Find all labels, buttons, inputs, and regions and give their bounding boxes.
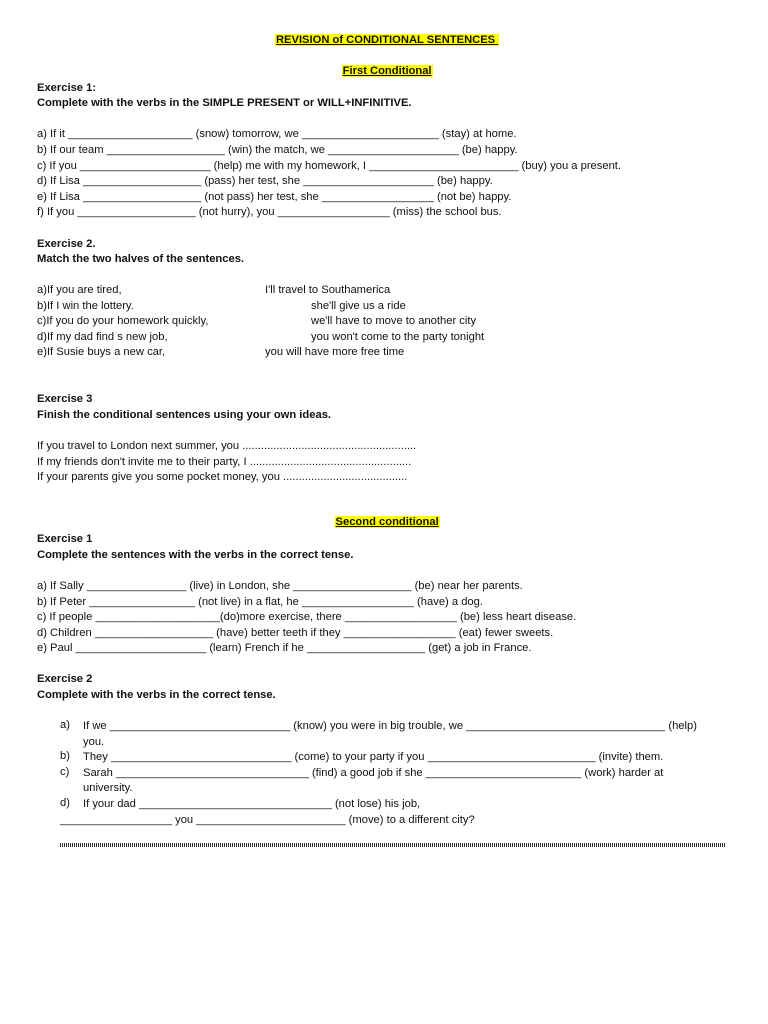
match-left-item: c)If you do your homework quickly,	[37, 315, 209, 327]
sc-ex2-instruction: Complete with the verbs in the correct tense.	[37, 689, 276, 701]
ex3-item: If you travel to London next summer, you ........................................................	[37, 440, 417, 452]
sc-ex2-item-line: university.	[83, 782, 133, 794]
ex1-item: c) If you _____________________ (help) me with my homework, I ________________________ (buy) you a present.	[37, 160, 622, 172]
ex2-title: Exercise 2.	[37, 238, 96, 250]
ex3-title: Exercise 3	[37, 393, 93, 405]
sc-ex1-item: d) Children ___________________ (have) better teeth if they __________________ (eat) fewer sweets.	[37, 627, 554, 639]
match-right-item: we'll have to move to another city	[311, 315, 477, 327]
match-left-item: d)If my dad find s new job,	[37, 331, 168, 343]
match-right-item: you won't come to the party tonight	[311, 331, 485, 343]
sc-ex2-item-number: d)	[60, 797, 70, 809]
sc-ex1-instruction: Complete the sentences with the verbs in the correct tense.	[37, 549, 354, 561]
ex1-item: f) If you ___________________ (not hurry), you __________________ (miss) the school bus.	[37, 206, 502, 218]
sc-ex2-item-line: Sarah _______________________________ (find) a good job if she _________________________ (work) harder at	[83, 767, 664, 779]
ex1-title: Exercise 1:	[37, 82, 97, 94]
ex1-item: b) If our team ___________________ (win) the match, we _____________________ (be) happy.	[37, 144, 518, 156]
ex3-item: If my friends don't invite me to their party, I ....................................................	[37, 456, 412, 468]
sc-ex1-item: c) If people ____________________(do)more exercise, there __________________ (be) less heart disease.	[37, 611, 577, 623]
sc-ex2-item-number: b)	[60, 750, 70, 762]
bottom-dotted-rule	[60, 843, 725, 847]
sc-ex2-item-line: If your dad _______________________________ (not lose) his job,	[83, 798, 421, 810]
sc-ex2-item-line: If we _____________________________ (know) you were in big trouble, we ________________________________ (help)	[83, 720, 697, 732]
sc-ex2-title: Exercise 2	[37, 673, 93, 685]
ex2-instruction: Match the two halves of the sentences.	[37, 253, 245, 265]
sc-ex2-item-number: c)	[60, 766, 70, 778]
ex3-instruction: Finish the conditional sentences using your own ideas.	[37, 409, 332, 421]
sc-ex1-title: Exercise 1	[37, 533, 93, 545]
ex1-item: e) If Lisa ___________________ (not pass) her test, she __________________ (not be) happy.	[37, 191, 512, 203]
ex3-item: If your parents give you some pocket money, you ........................................	[37, 471, 408, 483]
first-conditional-heading: First Conditional	[342, 65, 432, 77]
sc-ex1-item: b) If Peter _________________ (not live) in a flat, he __________________ (have) a dog.	[37, 596, 483, 608]
match-left-item: a)If you are tired,	[37, 284, 122, 296]
ex1-item: a) If it ____________________ (snow) tomorrow, we ______________________ (stay) at home.	[37, 128, 517, 140]
match-left-item: b)If I win the lottery.	[37, 300, 134, 312]
second-conditional-heading: Second conditional	[335, 516, 439, 528]
ex1-item: d) If Lisa ___________________ (pass) her test, she _____________________ (be) happy.	[37, 175, 493, 187]
worksheet-title: REVISION of CONDITIONAL SENTENCES	[275, 34, 499, 46]
sc-ex2-item-line: They _____________________________ (come) to your party if you ___________________________ (invite) them.	[83, 751, 664, 763]
match-right-item: she'll give us a ride	[311, 300, 406, 312]
sc-ex1-item: e) Paul _____________________ (learn) French if he ___________________ (get) a job in France.	[37, 642, 532, 654]
sc-ex2-item-line: you.	[83, 736, 105, 748]
match-right-item: I'll travel to Southamerica	[265, 284, 391, 296]
sc-ex2-last-line: __________________ you ________________________ (move) to a different city?	[60, 814, 475, 826]
match-left-item: e)If Susie buys a new car,	[37, 346, 166, 358]
ex1-instruction: Complete with the verbs in the SIMPLE PRESENT or WILL+INFINITIVE.	[37, 97, 412, 109]
sc-ex1-item: a) If Sally ________________ (live) in London, she ___________________ (be) near her parents.	[37, 580, 523, 592]
match-right-item: you will have more free time	[265, 346, 405, 358]
sc-ex2-item-number: a)	[60, 719, 70, 731]
